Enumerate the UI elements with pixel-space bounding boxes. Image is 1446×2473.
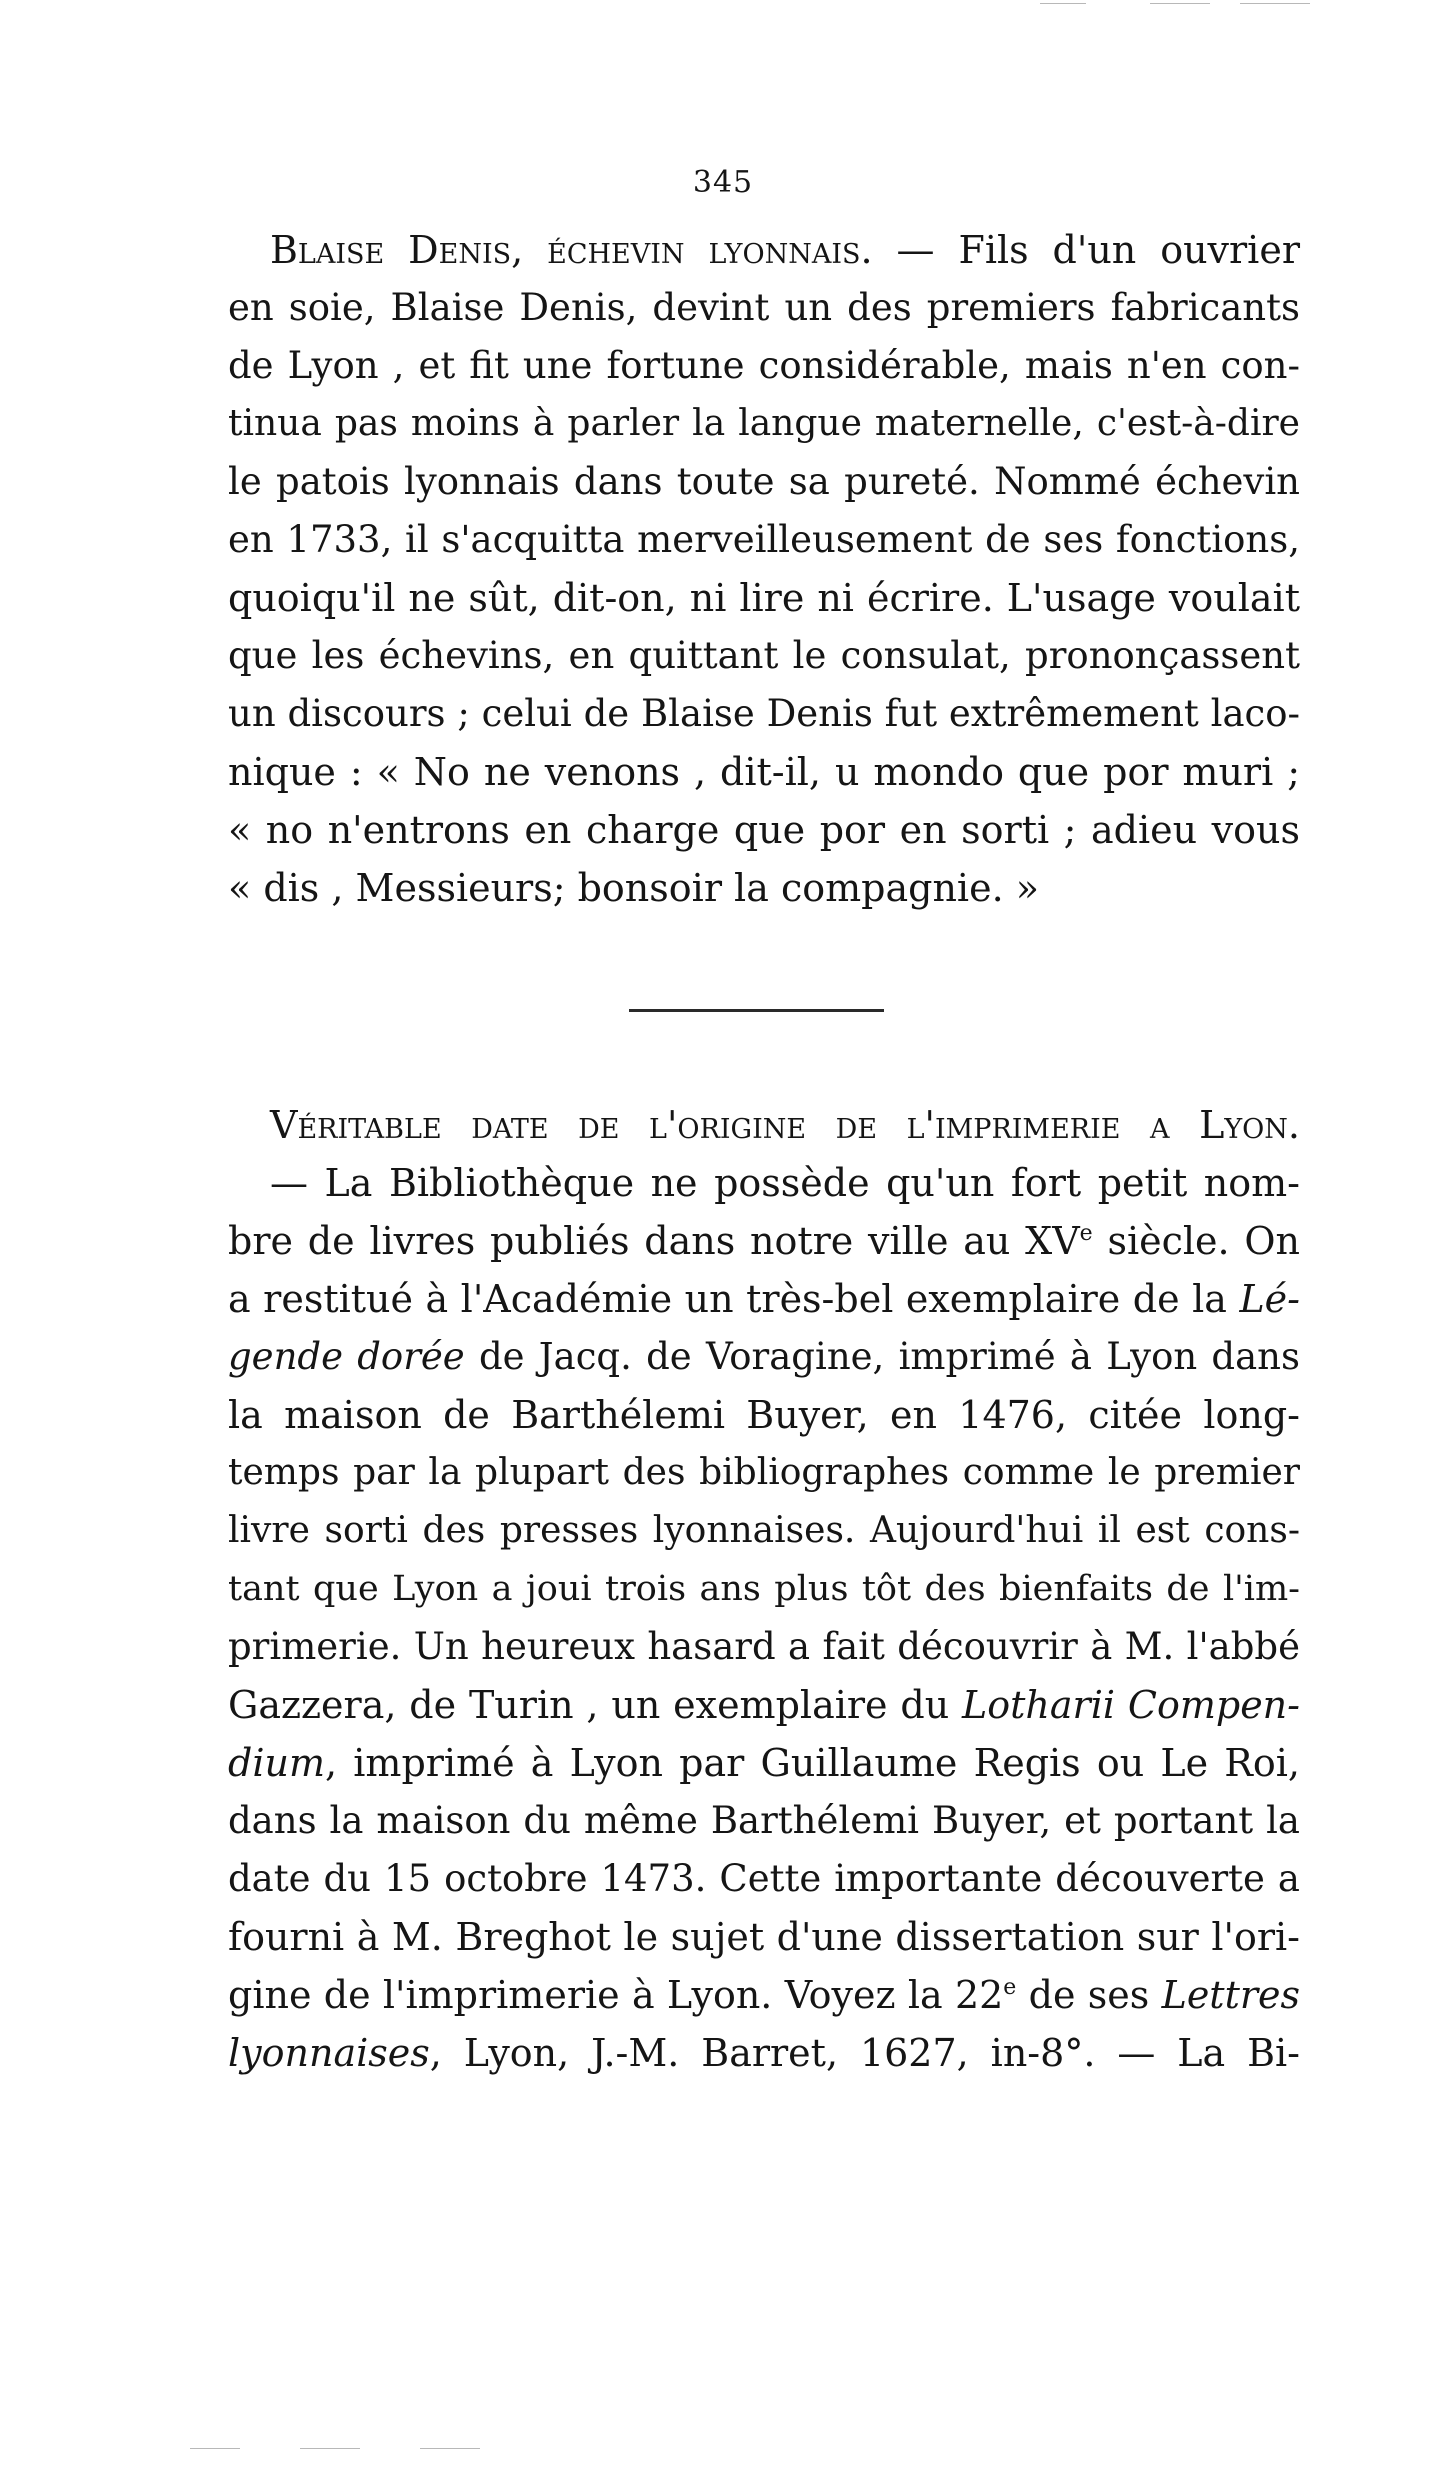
section2-line-6: la maison de Barthélemi Buyer, en 1476, citée long- [228, 1393, 1300, 1437]
section1-line-11: « no n'entrons en charge que por en sorti ; adieu vous [228, 808, 1300, 852]
section1-line-2: en soie, Blaise Denis, devint un des premiers fabricants [228, 286, 1300, 329]
section2-line-7: temps par la plupart des bibliographes comme le premier [228, 1452, 1300, 1493]
section2-line-9: tant que Lyon a joui trois ans plus tôt des bienfaits de l'im- [228, 1569, 1300, 1609]
section1-line-9: un discours ; celui de Blaise Denis fut extrêmement laco- [228, 692, 1300, 735]
section2-line-16: gine de l'imprimerie à Lyon. Voyez la 22e de ses Lettres [228, 1973, 1300, 2017]
section2-line-15: fourni à M. Breghot le sujet d'une dissertation sur l'ori- [228, 1915, 1300, 1959]
scan-mark-bottom-1 [190, 2448, 240, 2449]
scan-mark-bottom-2 [300, 2448, 360, 2449]
section-separator [629, 1009, 884, 1012]
section2-line-5: gende dorée de Jacq. de Voragine, imprimé à Lyon dans [228, 1335, 1300, 1378]
section1-line-10: nique : « No ne venons , dit-il, u mondo que por muri ; [228, 750, 1300, 794]
section2-line-13: dans la maison du même Barthélemi Buyer, et portant la [228, 1799, 1300, 1842]
section1-line-3: de Lyon , et fit une fortune considérable, mais n'en con- [228, 344, 1300, 387]
scan-mark-bottom-3 [420, 2448, 480, 2449]
section2-heading: Véritable date de l'origine de l'imprimerie a Lyon. [270, 1103, 1300, 1147]
section2-line-8: livre sorti des presses lyonnaises. Aujourd'hui il est cons- [228, 1510, 1300, 1551]
section1-line-1: Blaise Denis, échevin lyonnais. — Fils d'un ouvrier [270, 228, 1300, 272]
section2-line-17: lyonnaises, Lyon, J.-M. Barret, 1627, in-8°. — La Bi- [228, 2031, 1300, 2075]
section1-line-6: en 1733, il s'acquitta merveilleusement de ses fonctions, [228, 518, 1300, 561]
section2-line-10: primerie. Un heureux hasard a fait découvrir à M. l'abbé [228, 1625, 1300, 1668]
scan-mark-top-2 [1150, 3, 1210, 4]
section1-heading: Blaise Denis, échevin lyonnais. [270, 228, 873, 272]
section2-line-14: date du 15 octobre 1473. Cette importante découverte a [228, 1857, 1300, 1900]
section2-line-12: dium, imprimé à Lyon par Guillaume Regis ou Le Roi, [228, 1741, 1300, 1785]
section2-line-2: — La Bibliothèque ne possède qu'un fort petit nom- [270, 1161, 1300, 1205]
scan-mark-top-1 [1040, 3, 1086, 4]
section1-line-5: le patois lyonnais dans toute sa pureté. Nommé échevin [228, 460, 1300, 503]
section1-line-7: quoiqu'il ne sût, dit-on, ni lire ni écrire. L'usage voulait [228, 576, 1300, 620]
section2-line-4: a restitué à l'Académie un très-bel exemplaire de la Lé- [228, 1277, 1300, 1321]
page-number: 345 [692, 165, 754, 200]
section2-line-1 [270, 1103, 1300, 1147]
section2-line-3: bre de livres publiés dans notre ville au XVe siècle. On [228, 1219, 1300, 1263]
section2-line-11: Gazzera, de Turin , un exemplaire du Lotharii Compen- [228, 1683, 1300, 1727]
section1-line-4: tinua pas moins à parler la langue maternelle, c'est-à-dire [228, 403, 1300, 444]
scan-mark-top-3 [1240, 3, 1310, 4]
section1-line-12: « dis , Messieurs; bonsoir la compagnie. » [228, 866, 1039, 910]
section1-line-8: que les échevins, en quittant le consulat, prononçassent [228, 634, 1300, 677]
